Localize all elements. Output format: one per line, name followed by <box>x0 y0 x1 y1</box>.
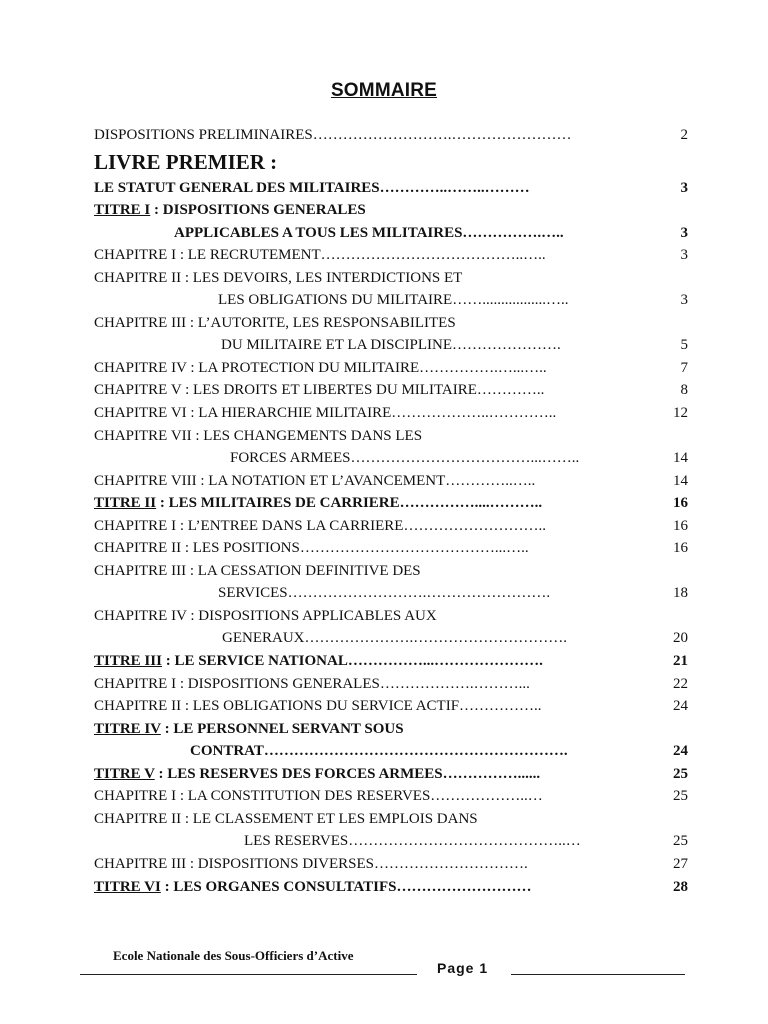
page-title: SOMMAIRE <box>330 80 438 101</box>
toc-entry <box>94 830 688 853</box>
toc-entry-page-number: 20 <box>673 630 688 647</box>
toc-entry-title: CHAPITRE III : LA CESSATION DEFINITIVE DES <box>94 562 421 579</box>
toc-entry-page-number: 25 <box>673 765 688 782</box>
toc-entry-page-number: 16 <box>673 540 688 557</box>
toc-entry-text <box>94 357 662 380</box>
toc-entry-page-number: 28 <box>673 878 688 895</box>
toc-entry-text <box>94 763 662 786</box>
toc-entry-page-number: 27 <box>673 855 688 872</box>
toc-entry-title: CHAPITRE III : L’AUTORITE, LES RESPONSABILITES <box>94 314 456 331</box>
toc-entry-page-number: 7 <box>680 359 688 376</box>
toc-entry-text <box>94 289 662 312</box>
toc-entry-title: APPLICABLES A TOUS LES MILITAIRES…………….….. <box>174 224 564 241</box>
toc-entry-prefix: TITRE VI <box>94 878 161 895</box>
toc-entry-text <box>94 605 662 628</box>
footer-page-number: Page 1 <box>437 960 489 976</box>
toc-entry-text <box>94 267 662 290</box>
toc-entry <box>94 853 688 876</box>
toc-entry-title: CHAPITRE II : LES POSITIONS…………………………………...….. <box>94 540 529 557</box>
toc-entry <box>94 650 688 673</box>
toc-entry-title: : LE PERSONNEL SERVANT SOUS <box>160 720 404 737</box>
footer-school-name: Ecole Nationale des Sous-Officiers d’Active <box>113 948 354 963</box>
toc-entry-text <box>94 425 662 448</box>
toc-entry-text <box>94 808 662 831</box>
toc-entry-title: SERVICES……………………….……………………. <box>218 585 551 602</box>
toc-entry <box>94 124 688 147</box>
toc-entry-text <box>94 147 662 177</box>
toc-entry-prefix: TITRE V <box>94 765 155 782</box>
toc-entry <box>94 222 688 245</box>
toc-entry <box>94 244 688 267</box>
toc-entry-page-number: 14 <box>673 472 688 489</box>
toc-entry-title: CHAPITRE IV : DISPOSITIONS APPLICABLES AUX <box>94 607 437 624</box>
toc-entry-title: CHAPITRE VI : LA HIERARCHIE MILITAIRE………………..………….. <box>94 405 557 422</box>
toc-entry-page-number: 3 <box>680 292 688 309</box>
toc-entry-page-number: 16 <box>673 495 688 512</box>
toc-entry <box>94 334 688 357</box>
toc-entry-text <box>94 312 662 335</box>
toc-entry-text <box>94 470 662 493</box>
toc-entry-title: : DISPOSITIONS GENERALES <box>150 202 366 219</box>
toc-entry-title: : LES RESERVES DES FORCES ARMEES……………...... <box>154 765 541 782</box>
toc-entry <box>94 740 688 763</box>
toc-entry-title: CHAPITRE I : LE RECRUTEMENT…………………………………..….. <box>94 247 546 264</box>
toc-entry-title: LE STATUT GENERAL DES MILITAIRES…………..……..……… <box>94 179 530 196</box>
toc-entry-text <box>94 785 662 808</box>
toc-entry-page-number: 8 <box>680 382 688 399</box>
toc-entry-text <box>94 695 662 718</box>
toc-entry-text <box>94 379 662 402</box>
toc-entry-page-number: 16 <box>673 517 688 534</box>
toc-entry-prefix: TITRE III <box>94 653 162 670</box>
toc-entry-text <box>94 650 662 673</box>
toc-entry <box>94 379 688 402</box>
toc-entry-text <box>94 740 662 763</box>
toc-entry-page-number: 12 <box>673 405 688 422</box>
toc-entry <box>94 785 688 808</box>
toc-entry-title: LES RESERVES……………………………………..… <box>244 833 581 850</box>
toc-entry-prefix: TITRE IV <box>94 720 161 737</box>
toc-entry <box>94 673 688 696</box>
toc-entry-text <box>94 402 662 425</box>
toc-entry-text <box>94 177 662 200</box>
toc-entry-text <box>94 560 662 583</box>
toc-entry <box>94 289 688 312</box>
toc-entry-title: CHAPITRE I : LA CONSTITUTION DES RESERVES………………..… <box>94 788 543 805</box>
toc-entry-title: CHAPITRE III : DISPOSITIONS DIVERSES…………………………. <box>94 855 528 872</box>
toc-entry-text <box>94 222 662 245</box>
toc-entry-page-number: 24 <box>673 698 688 715</box>
toc-entry-title: CHAPITRE I : DISPOSITIONS GENERALES……………….………... <box>94 675 530 692</box>
toc-entry-prefix: TITRE II <box>94 495 157 512</box>
toc-entry <box>94 537 688 560</box>
toc-entry-page-number: 21 <box>673 653 688 670</box>
toc-entry-text <box>94 492 662 515</box>
toc-entry-text <box>94 627 662 650</box>
toc-entry-page-number: 25 <box>673 833 688 850</box>
toc-entry-text <box>94 334 662 357</box>
toc-entry <box>94 402 688 425</box>
toc-entry <box>94 492 688 515</box>
footer-rule-left <box>80 974 417 975</box>
toc-entry-text <box>94 537 662 560</box>
toc-entry-text <box>94 199 662 222</box>
toc-entry-text <box>94 515 662 538</box>
toc-entry-text <box>94 447 662 470</box>
toc-entry <box>94 147 688 177</box>
toc-entry-title: CONTRAT……………………………………………………. <box>190 743 568 760</box>
toc-entry <box>94 312 688 335</box>
toc-entry-title: CHAPITRE II : LES OBLIGATIONS DU SERVICE ACTIF…………….. <box>94 698 542 715</box>
toc-entry-title: LES OBLIGATIONS DU MILITAIRE…….................….. <box>218 292 569 309</box>
toc-entry-title: CHAPITRE VIII : LA NOTATION ET L’AVANCEMENT…………..….. <box>94 472 536 489</box>
toc-entry-text <box>94 876 662 899</box>
toc-entry <box>94 763 688 786</box>
toc-entry <box>94 605 688 628</box>
toc-entry <box>94 447 688 470</box>
toc-entry-title: CHAPITRE V : LES DROITS ET LIBERTES DU MILITAIRE………….. <box>94 382 545 399</box>
toc-entry-text <box>94 673 662 696</box>
toc-entry <box>94 808 688 831</box>
footer-rule-right <box>511 974 685 975</box>
toc-entry <box>94 560 688 583</box>
toc-entry-title: FORCES ARMEES………………………………...…….. <box>230 450 580 467</box>
toc-entry <box>94 425 688 448</box>
toc-entry-title: : LES MILITAIRES DE CARRIERE……………....……….. <box>156 495 543 512</box>
toc-entry <box>94 515 688 538</box>
toc-entry-page-number: 3 <box>680 179 688 196</box>
toc-entry-title: CHAPITRE II : LE CLASSEMENT ET LES EMPLOIS DANS <box>94 810 478 827</box>
toc-entry-page-number: 2 <box>680 127 688 143</box>
toc-entry-text <box>94 582 662 605</box>
toc-entry <box>94 199 688 222</box>
toc-entry <box>94 695 688 718</box>
toc-entry-page-number: 25 <box>673 788 688 805</box>
toc-entry-title: : LES ORGANES CONSULTATIFS……………………… <box>160 878 532 895</box>
toc-entry <box>94 627 688 650</box>
toc-entry-page-number: 14 <box>673 450 688 467</box>
toc-entry-page-number: 22 <box>673 675 688 692</box>
toc-entry-title: CHAPITRE I : L’ENTREE DANS LA CARRIERE……………………….. <box>94 517 546 534</box>
toc-entry <box>94 582 688 605</box>
toc-entry-page-number: 18 <box>673 585 688 602</box>
toc-entry-page-number: 5 <box>680 337 688 354</box>
toc-entry-title: GENERAUX………………….…………………………. <box>222 630 567 647</box>
toc-entry-title: : LE SERVICE NATIONAL……………...…………………. <box>161 653 543 670</box>
toc-entry <box>94 357 688 380</box>
toc-entry <box>94 267 688 290</box>
toc-entry-prefix: TITRE I <box>94 202 151 219</box>
toc-entry <box>94 470 688 493</box>
toc-entry-title: DISPOSITIONS PRELIMINAIRES……………………….…………………… <box>94 127 572 143</box>
toc-entry-title: CHAPITRE IV : LA PROTECTION DU MILITAIRE…………….…...….. <box>94 359 547 376</box>
toc-entry-text <box>94 853 662 876</box>
table-of-contents <box>94 124 688 898</box>
toc-entry <box>94 177 688 200</box>
toc-entry-title: LIVRE PREMIER : <box>94 149 278 174</box>
toc-entry-text <box>94 830 662 853</box>
toc-entry <box>94 718 688 741</box>
toc-entry-text <box>94 124 662 147</box>
toc-entry-title: DU MILITAIRE ET LA DISCIPLINE…………………. <box>221 337 561 354</box>
toc-entry-page-number: 3 <box>680 224 688 241</box>
toc-entry-page-number: 24 <box>673 743 688 760</box>
toc-entry-page-number: 3 <box>680 247 688 264</box>
toc-entry <box>94 876 688 899</box>
toc-entry-text <box>94 718 662 741</box>
toc-entry-text <box>94 244 662 267</box>
toc-entry-title: CHAPITRE II : LES DEVOIRS, LES INTERDICTIONS ET <box>94 269 463 286</box>
toc-entry-title: CHAPITRE VII : LES CHANGEMENTS DANS LES <box>94 427 423 444</box>
